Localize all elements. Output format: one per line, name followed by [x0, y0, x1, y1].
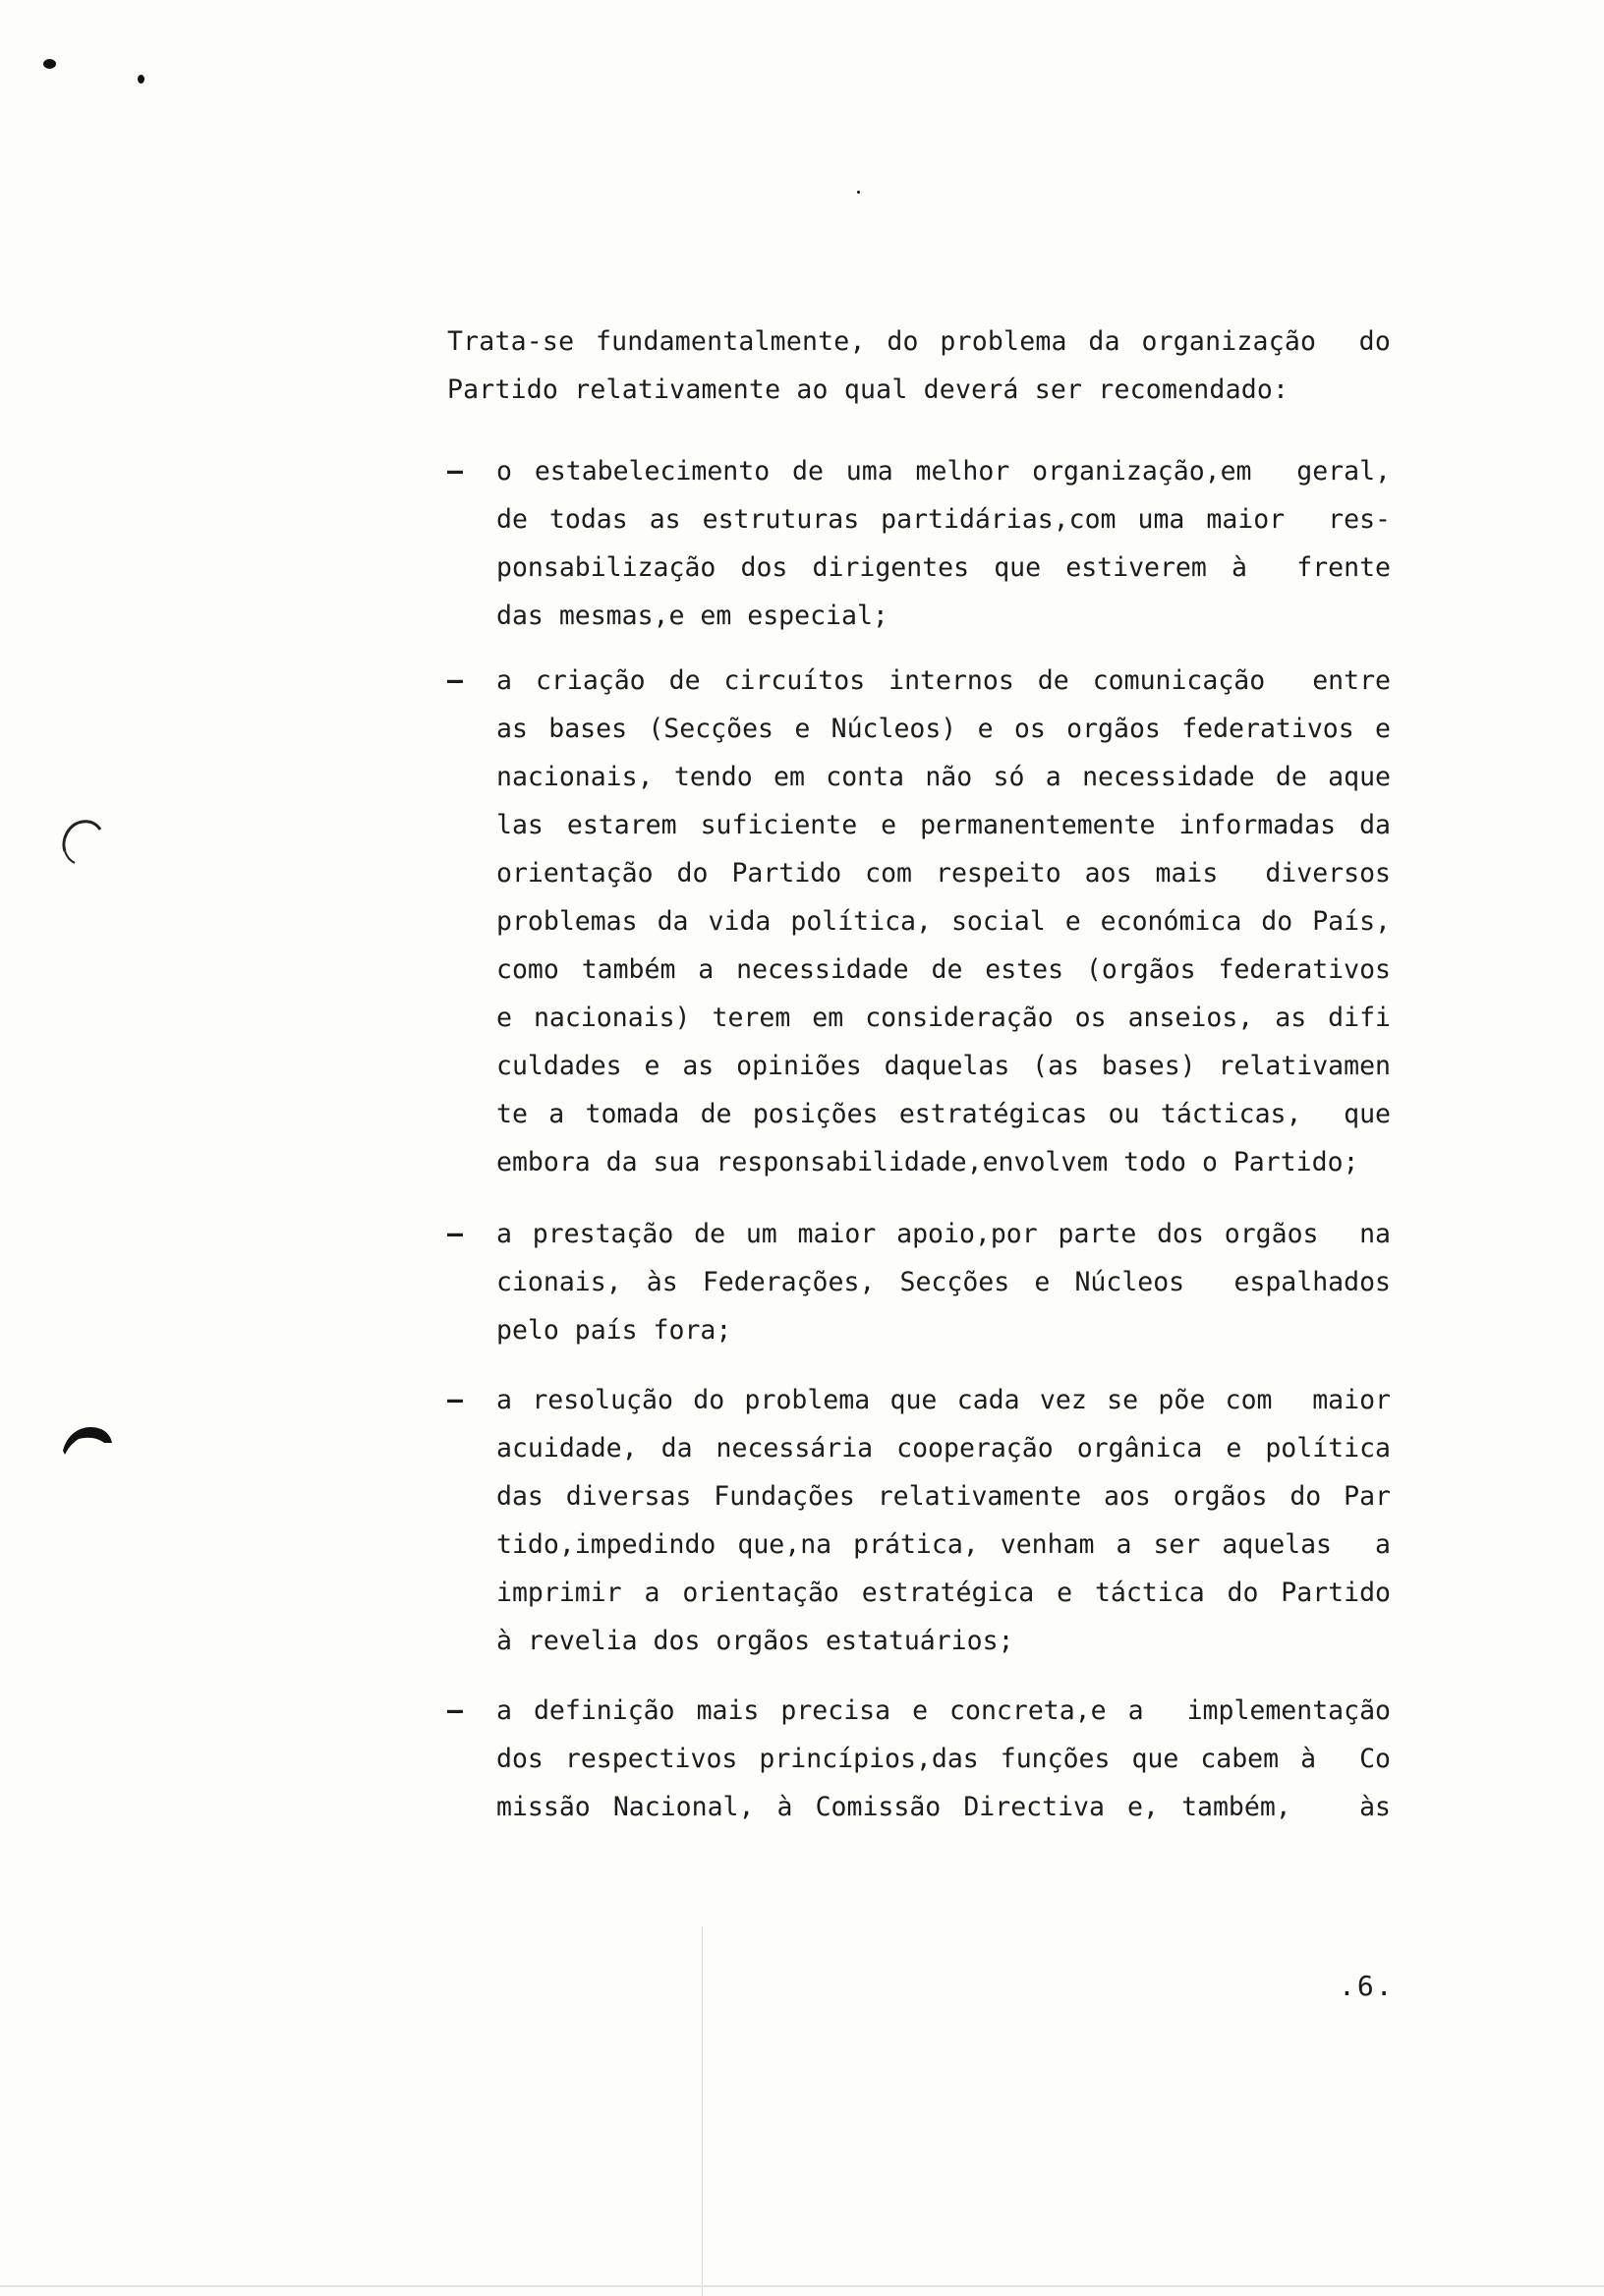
bullet-dash: – [447, 1385, 463, 1415]
margin-hole-mark [57, 1421, 116, 1461]
text-line: as bases (Secções e Núcleos) e os orgãos federativos e [496, 714, 1391, 744]
text-line: las estarem suficiente e permanentemente informadas da [496, 810, 1391, 840]
bullet-dash: – [447, 456, 463, 487]
scan-speck [43, 59, 56, 69]
text-line: a definição mais precisa e concreta,e a implementação [496, 1695, 1391, 1726]
text-line: à revelia dos orgãos estatuários; [496, 1626, 1014, 1656]
text-line: dos respectivos princípios,das funções que cabem à Co [496, 1744, 1391, 1774]
bullet-dash: – [447, 665, 463, 696]
text-line: das diversas Fundações relativamente aos orgãos do Par [496, 1481, 1391, 1512]
page-bottom-edge [0, 2285, 1604, 2287]
text-line: Partido relativamente ao qual deverá ser recomendado: [447, 374, 1289, 405]
text-line: a criação de circuítos internos de comunicação entre [496, 665, 1391, 696]
text-line: das mesmas,e em especial; [496, 601, 888, 631]
text-line: nacionais, tendo em conta não só a necessidade de aque [496, 762, 1391, 792]
text-line: embora da sua responsabilidade,envolvem todo o Partido; [496, 1147, 1359, 1177]
text-line: tido,impedindo que,na prática, venham a ser aquelas a [496, 1529, 1391, 1560]
text-line: acuidade, da necessária cooperação orgânica e política [496, 1433, 1391, 1464]
text-line: o estabelecimento de uma melhor organização,em geral, [496, 456, 1391, 487]
bullet-dash: – [447, 1219, 463, 1249]
text-line: orientação do Partido com respeito aos mais diversos [496, 858, 1391, 889]
text-line: como também a necessidade de estes (orgãos federativos [496, 954, 1391, 985]
text-line: a resolução do problema que cada vez se põe com maior [496, 1385, 1391, 1415]
bullet-dash: – [447, 1695, 463, 1726]
scan-speck [138, 75, 144, 84]
text-line: culdades e as opiniões daquelas (as bases) relativamen [496, 1051, 1391, 1081]
margin-hole-mark [55, 814, 104, 873]
text-line: cionais, às Federações, Secções e Núcleos espalhados [496, 1267, 1391, 1297]
text-line: pelo país fora; [496, 1315, 732, 1346]
text-line: a prestação de um maior apoio,por parte dos orgãos na [496, 1219, 1391, 1249]
page-number: .6. [1339, 1970, 1395, 2002]
text-line: problemas da vida política, social e económica do País, [496, 906, 1391, 937]
text-line: Trata-se fundamentalmente, do problema da organização do [447, 326, 1391, 357]
intro-paragraph [447, 317, 1391, 414]
text-line: missão Nacional, à Comissão Directiva e, também, às [496, 1792, 1391, 1822]
text-line: e nacionais) terem em consideração os anseios, as difi [496, 1003, 1391, 1033]
text-line: te a tomada de posições estratégicas ou tácticas, que [496, 1099, 1391, 1129]
scan-speck [857, 191, 860, 194]
text-line: ponsabilização dos dirigentes que estiverem à frente [496, 552, 1391, 583]
text-line: de todas as estruturas partidárias,com uma maior res- [496, 504, 1391, 535]
fold-line [702, 1926, 703, 2296]
text-line: imprimir a orientação estratégica e táctica do Partido [496, 1578, 1391, 1608]
